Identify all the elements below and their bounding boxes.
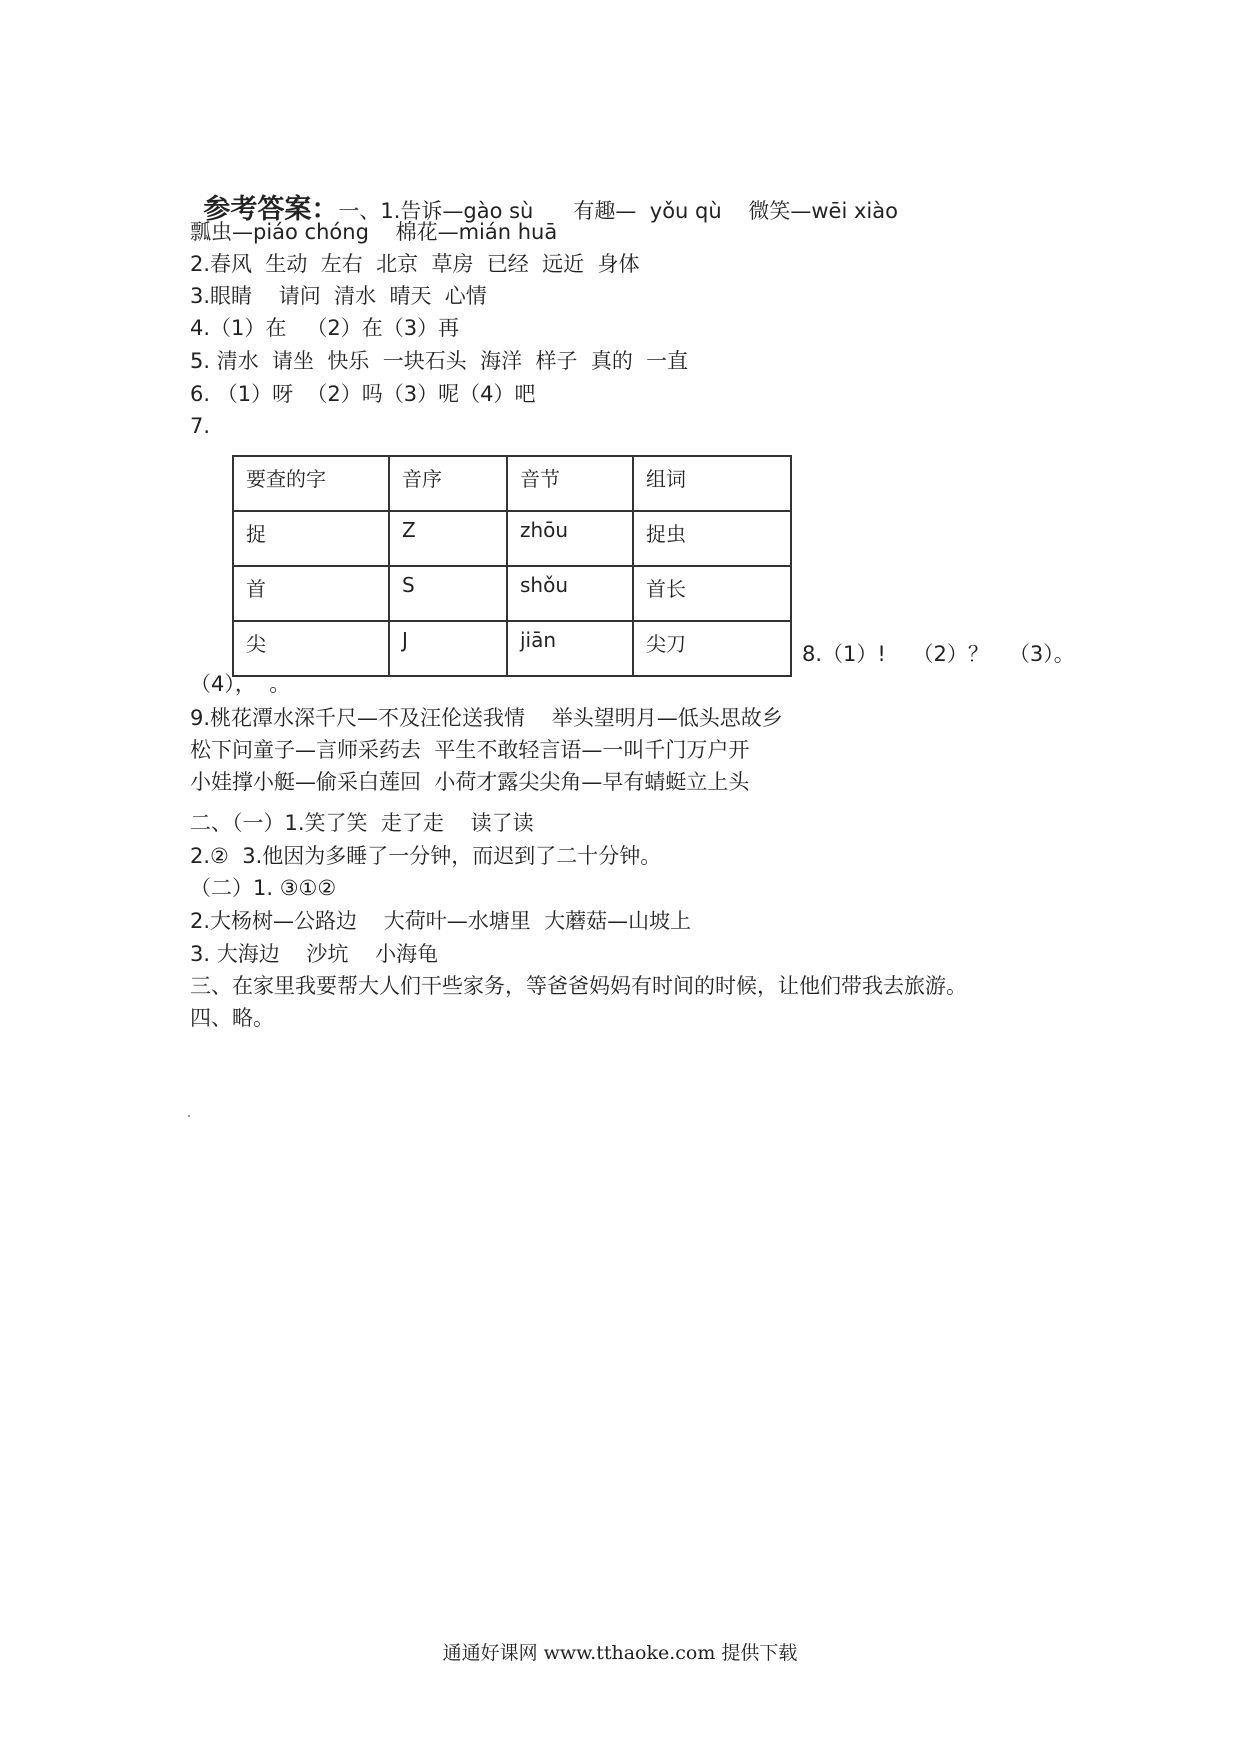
- answer-line-19: 三、在家里我要帮大人们干些家务，等爸爸妈妈有时间的时候，让他们带我去旅游。: [190, 974, 967, 998]
- table-header-cell: 组词: [633, 456, 791, 511]
- answer-line-17: 2.大杨树—公路边 大荷叶—水塘里 大蘑菇—山坡上: [190, 909, 692, 933]
- answer-line-14: 二、（一）1.笑了笑 走了走 读了读: [190, 811, 534, 835]
- table-header-row: [233, 456, 791, 511]
- answer-line-9: 8.（1）! （2）？ （3）。: [802, 642, 1075, 666]
- answer-line-1: 一、1.告诉—gào sù 有趣— yǒu qù 微笑—wēi xiào: [338, 199, 898, 223]
- table-cell: 首: [233, 566, 389, 621]
- table-header-cell: 音节: [507, 456, 633, 511]
- table-header-cell: 音序: [389, 456, 507, 511]
- answer-line-5: 4.（1）在 （2）在（3）再: [190, 316, 460, 340]
- table-cell: jiān: [507, 621, 633, 676]
- answer-table: [232, 455, 792, 677]
- answer-line-6: 5. 清水 请坐 快乐 一块石头 海洋 样子 真的 一直: [190, 349, 689, 373]
- answer-line-13: 小娃撑小艇—偷采白莲回 小荷才露尖尖角—早有蜻蜓立上头: [190, 770, 750, 794]
- stray-mark: [188, 1115, 190, 1117]
- table-row: [233, 566, 791, 621]
- table-cell: 尖刀: [633, 621, 791, 676]
- answer-line-8: 7.: [190, 414, 211, 438]
- answer-line-18: 3. 大海边 沙坑 小海龟: [190, 942, 439, 966]
- footer-source: 通通好课网 www.tthaoke.com 提供下载: [442, 1642, 798, 1664]
- table-cell: 捉虫: [633, 511, 791, 566]
- table-row: [233, 511, 791, 566]
- table-cell: Z: [389, 511, 507, 566]
- table-cell: 尖: [233, 621, 389, 676]
- answer-line-3: 2.春风 生动 左右 北京 草房 已经 远近 身体: [190, 252, 640, 276]
- table-cell: shǒu: [507, 566, 633, 621]
- table-cell: 捉: [233, 511, 389, 566]
- table-cell: 首长: [633, 566, 791, 621]
- answer-line-15: 2.② 3.他因为多睡了一分钟，而迟到了二十分钟。: [190, 844, 662, 868]
- answer-line-4: 3.眼睛 请问 清水 晴天 心情: [190, 284, 487, 308]
- table-cell: J: [389, 621, 507, 676]
- answer-line-2: 瓢虫—piáo chóng 棉花—mián huā: [190, 220, 558, 244]
- answer-line-16: （二）1. ③①②: [190, 876, 337, 900]
- answer-line-7: 6. （1）呀 （2）吗（3）呢（4）吧: [190, 382, 536, 406]
- answer-line-12: 松下问童子—言师采药去 平生不敢轻言语—一叫千门万户开: [190, 738, 750, 762]
- table-row: [233, 621, 791, 676]
- answer-line-11: 9.桃花潭水深千尺—不及汪伦送我情 举头望明月—低头思故乡: [190, 706, 783, 730]
- table-cell: zhōu: [507, 511, 633, 566]
- answer-line-20: 四、略。: [190, 1006, 274, 1030]
- table-cell: S: [389, 566, 507, 621]
- answer-heading-line: [190, 168, 898, 225]
- page-title: 参考答案：: [203, 194, 339, 225]
- answer-line-10: （4）， 。: [190, 672, 291, 696]
- table-header-cell: 要查的字: [233, 456, 389, 511]
